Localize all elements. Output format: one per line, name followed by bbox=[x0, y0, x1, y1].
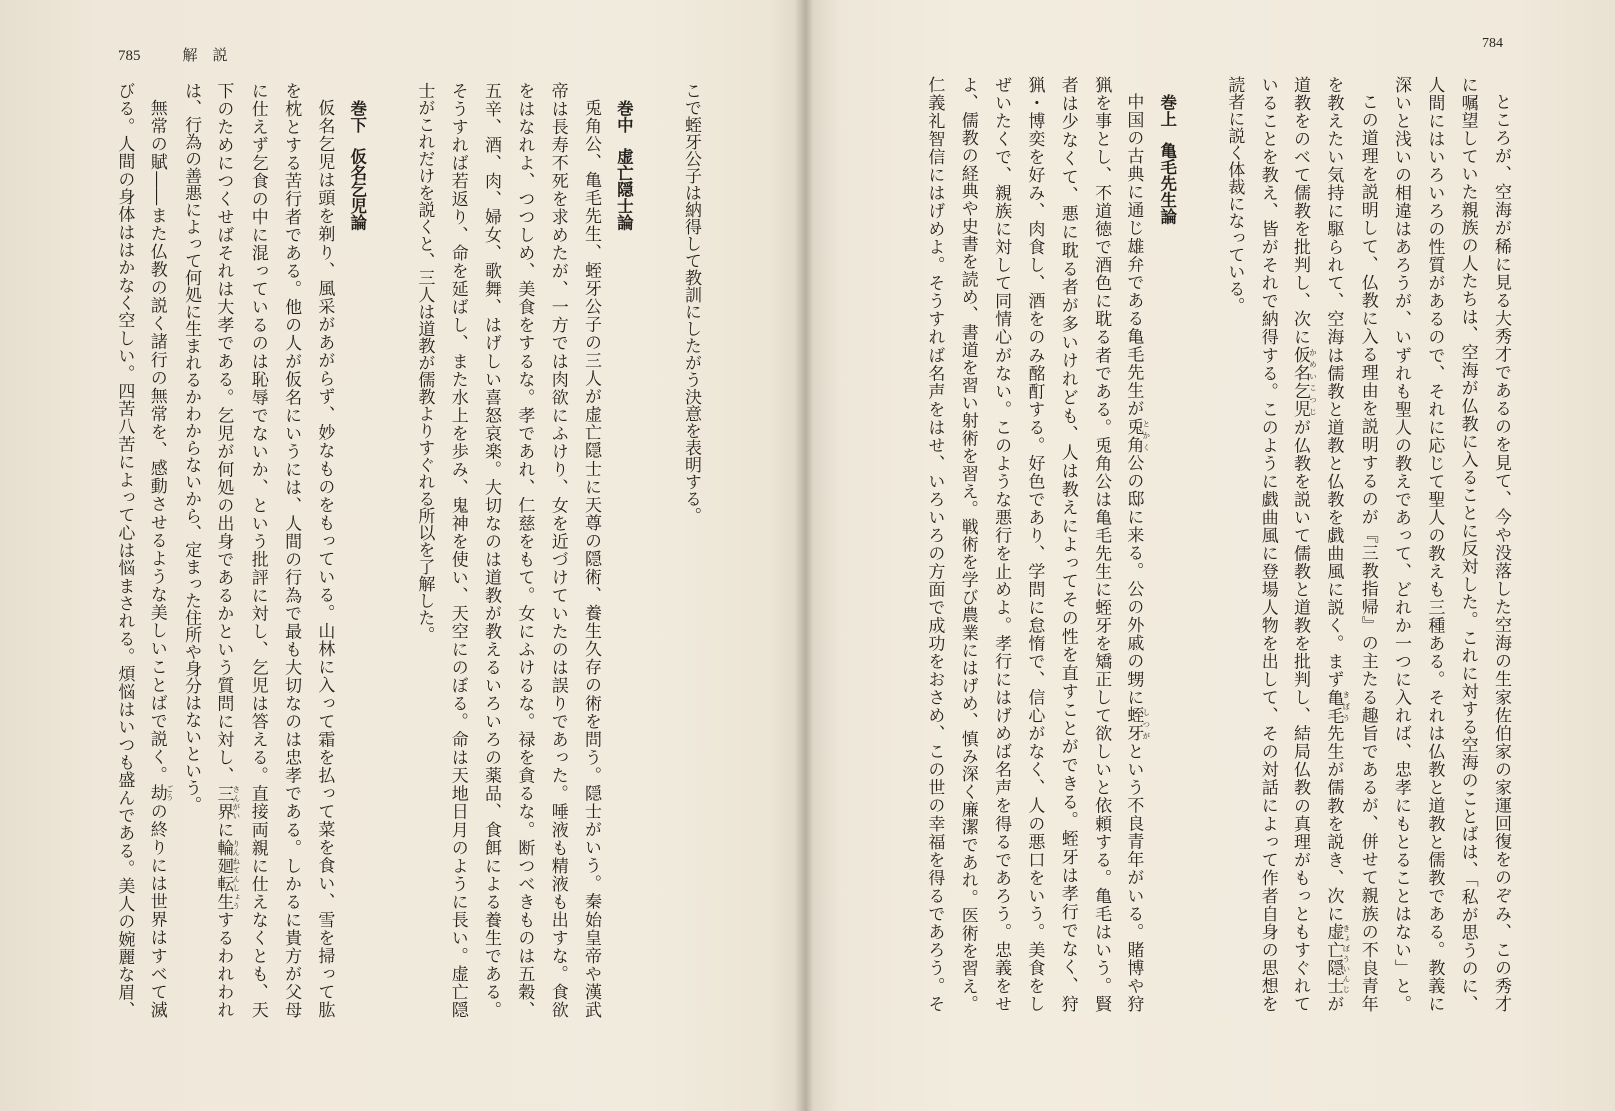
text-line: 人間にはいろいろの性質があるので、それに応じて聖人の教えも三種ある。それは仏教と道教と儒教である。教義に bbox=[1424, 76, 1445, 1012]
text-line bbox=[1284, 76, 1317, 1012]
text-segment: するわれわれ bbox=[213, 910, 234, 1019]
text-segment: を教えたい気持に駆られて、空海は儒教と道教と仏教を戯曲風に説く。まず bbox=[1323, 76, 1344, 689]
text-line: ぜいたくで、親族に対して同情心がない。このような悪行を止めよ。孝行にはげめば名声を得るであろう。忠義をせ bbox=[991, 76, 1012, 1012]
blank-line bbox=[374, 82, 407, 1018]
text-line: 士がこれだけを説くと、三人は道教が儒教よりすぐれる所以を了解した。 bbox=[414, 82, 435, 643]
text-line: 兎角公、亀毛先生、蛭牙公子の三人が虚亡隠士に天尊の隠術、養生久存の術を問う。隠士がいう。秦始皇帝や漢武 bbox=[581, 99, 602, 1018]
ruby-base: 兎角 bbox=[1123, 417, 1144, 454]
ruby-word bbox=[1123, 706, 1151, 743]
ruby-word bbox=[213, 784, 241, 821]
ruby-reading: りんねてんしょう bbox=[231, 838, 241, 910]
blank-line bbox=[1184, 76, 1217, 1012]
text-line: 深いと浅いの相違はあろうが、いずれも聖人の教えであって、どれか一つに入れば、忠孝にもとることはない」と。 bbox=[1391, 76, 1412, 1012]
ruby-reading: きぼう bbox=[1341, 688, 1351, 724]
text-line: そうすれば若返り、命を延ばし、また水上を歩み、鬼神を使い、天空にのぼる。命は天地日月のように長い。虚亡隠 bbox=[447, 82, 468, 1018]
page-number: 785 bbox=[118, 48, 141, 64]
heading-title: 虚亡隠士論 bbox=[614, 147, 634, 231]
text-line: びる。人間の身体ははかなく空しい。四苦八苦によって心は悩まされる。煩悩はいつも盛んである。美人の婉麗な眉、 bbox=[114, 82, 135, 1018]
text-segment: に bbox=[213, 820, 234, 839]
text-line: 者は少なくて、悪に耽る者が多いけれども、人は教えによってその性を直すことができる。蛭牙は孝行でなく、狩 bbox=[1057, 76, 1078, 1013]
blank-line bbox=[640, 82, 673, 1018]
text-line: よ、儒教の経典や史書を読め、書道を習い射術を習え。戦術を学び農業にはげめ、慎み深く廉潔であれ。医術を習え。 bbox=[957, 76, 978, 1013]
text-line bbox=[1117, 76, 1150, 1012]
running-head-title: 解 説 bbox=[182, 46, 228, 64]
text-line: 仮名乞児は頭を剃り、風采があがらず、妙なものをもっている。山林に入って霜を払って菜を食い、雪を掃って肱 bbox=[314, 99, 335, 1018]
heading-volume-label: 巻上 bbox=[1157, 94, 1177, 128]
text-segment: 公の邸に来る。公の外戚の甥に bbox=[1123, 453, 1144, 707]
text-line: に仕えず乞食の中に混っているのは恥辱でないか、という批評に対し、乞児は答える。直接両親に仕えなくとも、天 bbox=[247, 82, 268, 1018]
heading-volume-label: 巻中 bbox=[614, 100, 634, 134]
text-segment: という不良青年がいる。賭博や狩 bbox=[1123, 742, 1144, 1013]
ruby-word bbox=[1123, 417, 1151, 454]
ruby-base: 仮名乞児 bbox=[1290, 346, 1311, 419]
section-heading bbox=[1150, 76, 1183, 1012]
text-line bbox=[140, 82, 173, 1018]
heading-volume-label: 巻下 bbox=[347, 100, 367, 134]
text-line: は、行為の善悪によって何処に生まれるかわからないから、定まった住所や身分はないという。 bbox=[181, 82, 202, 813]
right-page-body bbox=[917, 76, 1517, 1012]
ruby-base: 亀毛 bbox=[1323, 688, 1344, 725]
text-line: 読者に説く体裁になっている。 bbox=[1224, 76, 1245, 314]
text-line: 猟を事とし、不道徳で酒色に耽る者である。兎角公は亀毛先生に蛭牙を矯正して欲しいと依頼する。亀毛はいう。賢 bbox=[1091, 76, 1112, 1012]
text-segment: が仏教を説いて儒教と道教を批判し、結局仏教の真理がもっともすぐれて bbox=[1290, 418, 1311, 1013]
text-segment: 道教をのべて儒教を批判し、次に bbox=[1290, 76, 1311, 347]
text-line: 猟・博奕を好み、肉食し、酒をのみ酩酊する。好色であり、学問に怠惰で、信心がなく、人の悪口をいう。美食をし bbox=[1024, 76, 1045, 1012]
ruby-reading: かめいこつじ bbox=[1308, 346, 1318, 418]
ruby-reading: しつが bbox=[1141, 706, 1151, 742]
text-line: をはなれよ、つつしめ、美食をするな。孝であれ、仁慈をもて。女にふけるな。禄を貪るな。断つべきものは五穀、 bbox=[514, 82, 535, 1018]
page-number: 784 bbox=[1482, 36, 1503, 51]
heading-title: 仮名乞児論 bbox=[347, 147, 367, 231]
text-segment: が bbox=[1323, 995, 1344, 1013]
text-line: こで蛭牙公子は納得して教訓にしたがう決意を表明する。 bbox=[681, 82, 701, 524]
heading-title: 亀毛先生論 bbox=[1157, 141, 1177, 225]
text-line: 五辛、酒、肉、婦女、歌舞、はげしい喜怒哀楽。大切なのは道教が教えるいろいろの薬品、食餌による養生である。 bbox=[481, 82, 502, 1018]
section-heading bbox=[340, 82, 373, 1018]
ruby-word bbox=[146, 784, 175, 803]
section-heading bbox=[607, 82, 640, 1018]
ruby-reading: きょぼういんじ bbox=[1341, 922, 1351, 994]
ruby-reading: さんがい bbox=[231, 784, 241, 820]
text-line: 仁義礼智信にはげめよ。そうすれば名声をはせ、いろいろの方面で成功をおさめ、この世の幸福を得るであろう。そ bbox=[924, 76, 945, 1012]
text-line: を枕とする苦行者である。他の人が仮名にいうには、人間の行為で最も大切なのは忠孝である。しかるに貴方が父母 bbox=[281, 82, 302, 1018]
text-segment: 中国の古典に通じ雄弁である亀毛先生が bbox=[1123, 93, 1144, 418]
running-head bbox=[118, 44, 228, 65]
text-segment: の終りには世界はすべて滅 bbox=[146, 802, 167, 1019]
left-page-body bbox=[107, 82, 707, 1018]
ruby-word bbox=[1290, 346, 1318, 419]
text-line bbox=[1317, 76, 1350, 1012]
text-line bbox=[207, 82, 240, 1018]
ruby-reading: とかく bbox=[1141, 417, 1151, 453]
ruby-reading: ごう bbox=[165, 784, 175, 802]
text-line: 帝は長寿不死を求めたが、一方では肉欲にふけり、女を近づけていたのは誤りであった。唾液も精液も出すな。食欲 bbox=[547, 82, 568, 1018]
text-segment: 先生が儒教を説き、次に bbox=[1323, 724, 1344, 923]
ruby-word bbox=[1323, 922, 1351, 996]
ruby-base: 輪廻転生 bbox=[213, 838, 234, 911]
text-line: いることを教え、皆がそれで納得する。このように戯曲風に登場人物を出して、その対話によって作者自身の思想を bbox=[1257, 76, 1278, 1012]
text-line: に嘱望していた親族の人たちは、空海が仏教に入ることに反対した。これに対する空海のことばは、「私が思うのに、 bbox=[1457, 76, 1478, 1012]
text-line: ところが、空海が稀に見る大秀才であるのを見て、今や没落した空海の生家佐伯家の家運回復をのぞみ、この秀才 bbox=[1491, 93, 1511, 1012]
text-segment: 無常の賦――また仏教の説く諸行の無常を、感動させるような美しいことばで説く。 bbox=[146, 99, 167, 785]
ruby-base: 蛭牙 bbox=[1123, 706, 1144, 743]
ruby-base: 三界 bbox=[213, 784, 234, 821]
page-gutter bbox=[770, 0, 840, 1111]
ruby-word bbox=[213, 838, 241, 911]
ruby-word bbox=[1323, 688, 1351, 725]
ruby-base: 劫 bbox=[146, 784, 167, 803]
text-segment: 下のためにつくせばそれは大孝である。乞児が何処の出身であるかという質問に対し、 bbox=[213, 82, 234, 785]
text-line: この道理を説明して、仏教に入る理由を説明するのが『三教指帰』の主たる趣旨であるが、併せて親族の不良青年 bbox=[1357, 93, 1378, 1012]
ruby-base: 虚亡隠士 bbox=[1323, 922, 1344, 996]
